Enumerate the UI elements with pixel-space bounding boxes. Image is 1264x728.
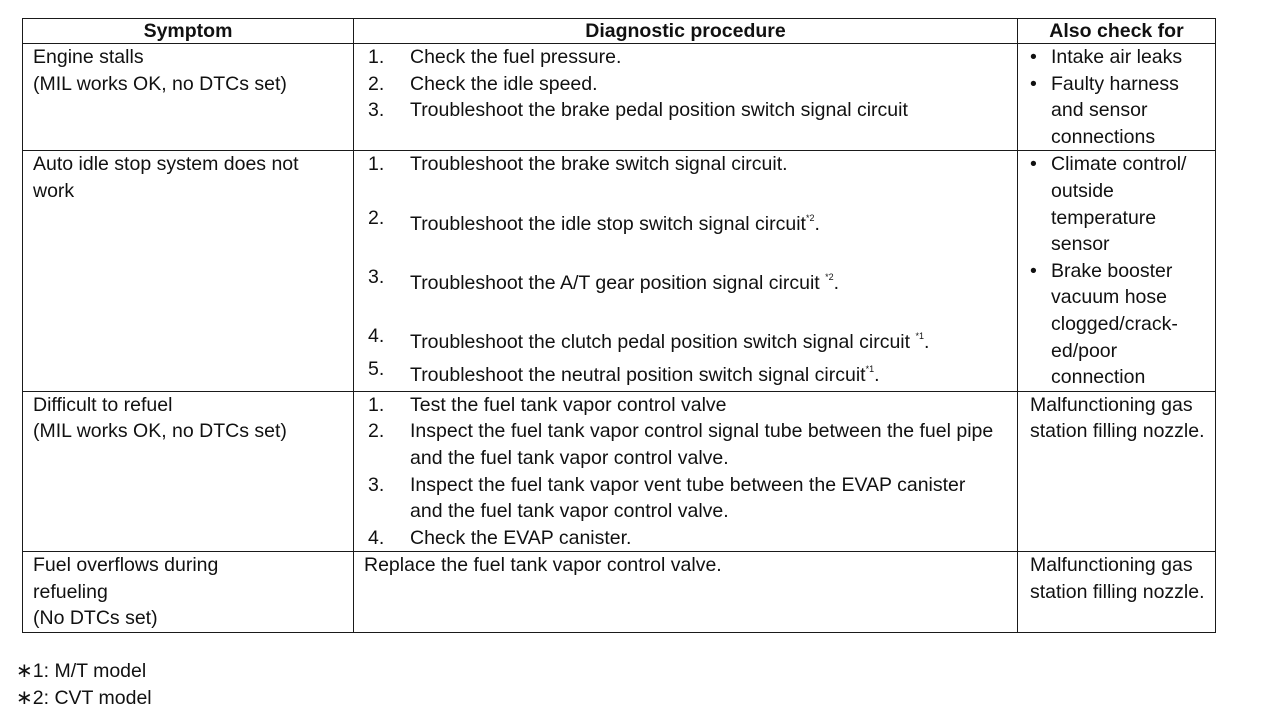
header-symptom: Symptom	[23, 19, 354, 44]
procedure-step	[368, 525, 1011, 552]
procedure-text: Replace the fuel tank vapor control valve.	[364, 554, 722, 577]
footnote	[16, 685, 152, 712]
symptom-text: Auto idle stop system does not work	[33, 153, 299, 202]
footnotes	[16, 658, 152, 711]
symptom-cell	[23, 391, 354, 552]
bullet-icon: •	[1030, 153, 1037, 176]
check-item	[1030, 151, 1211, 257]
step-text: Troubleshoot the A/T gear position signal circuit	[410, 271, 826, 294]
step-number: 3.	[368, 265, 385, 288]
check-item	[1030, 258, 1211, 391]
step-number: 3.	[368, 473, 385, 496]
step-text: Troubleshoot the clutch pedal position switch signal circuit	[410, 330, 916, 353]
step-end: .	[874, 363, 880, 386]
step-text: Check the fuel pressure.	[410, 46, 622, 68]
procedure-cell	[354, 151, 1018, 391]
bullet-icon: •	[1030, 72, 1037, 95]
table-row	[23, 151, 1216, 391]
asterisk-icon: ∗	[16, 686, 33, 709]
symptom-note: (MIL works OK, no DTCs set)	[33, 420, 287, 443]
procedure-step	[368, 392, 1011, 419]
footnote-ref: *1	[915, 330, 924, 341]
also-check-cell	[1018, 44, 1216, 151]
diagnostic-table	[22, 18, 1216, 633]
asterisk-icon: ∗	[16, 660, 33, 682]
bullet-icon: •	[1030, 46, 1037, 68]
step-text: Troubleshoot the idle stop switch signal circuit	[410, 212, 806, 235]
check-text: Climate control/ outside temperature sensor	[1051, 153, 1187, 256]
step-number: 2.	[368, 72, 385, 95]
symptom-cell	[23, 552, 354, 633]
also-check-cell	[1018, 391, 1216, 552]
procedure-cell	[354, 391, 1018, 552]
step-number: 4.	[368, 324, 385, 347]
procedure-cell	[354, 552, 1018, 633]
step-text: Test the fuel tank vapor control valve	[410, 393, 727, 416]
header-diagnostic-procedure: Diagnostic procedure	[354, 19, 1018, 44]
step-text: Troubleshoot the brake switch signal circuit.	[410, 153, 788, 176]
check-text: Brake booster vacuum hose clogged/crack-ed/poor connection	[1051, 259, 1178, 389]
procedure-step	[368, 205, 1011, 238]
procedure-cell	[354, 44, 1018, 151]
step-end: .	[923, 330, 930, 353]
check-text: Malfunctioning gas station filling nozzle.	[1030, 393, 1205, 443]
check-text: Intake air leaks	[1051, 46, 1183, 68]
header-row	[23, 19, 1216, 44]
procedure-step	[368, 151, 1011, 178]
symptom-cell	[23, 44, 354, 151]
table-row	[23, 44, 1216, 151]
symptom-text: Fuel overflows during refueling	[33, 554, 219, 603]
footnote-text: 1: M/T model	[32, 660, 147, 682]
footnote-text: 2: CVT model	[32, 686, 152, 709]
step-number: 4.	[368, 526, 385, 549]
procedure-step	[368, 97, 1011, 124]
step-end: .	[833, 271, 840, 294]
symptom-note: (MIL works OK, no DTCs set)	[33, 72, 287, 95]
step-text: Check the idle speed.	[410, 72, 598, 95]
procedure-step	[368, 323, 1011, 356]
step-number: 5.	[368, 357, 385, 380]
check-item	[1030, 71, 1211, 151]
table-row	[23, 391, 1216, 552]
step-number: 1.	[368, 393, 385, 416]
step-text: Troubleshoot the neutral position switch signal circuit	[410, 363, 866, 386]
bullet-icon: •	[1030, 259, 1037, 282]
symptom-cell	[23, 151, 354, 391]
header-also-check-for: Also check for	[1018, 19, 1216, 44]
step-text: Troubleshoot the brake pedal position switch signal circuit	[410, 99, 908, 122]
step-number: 1.	[368, 46, 385, 68]
step-number: 1.	[368, 153, 385, 176]
check-text: Malfunctioning gas station filling nozzle.	[1030, 554, 1205, 603]
symptom-text: Engine stalls	[33, 46, 144, 68]
check-list	[1030, 44, 1211, 150]
procedure-step	[368, 264, 1011, 297]
also-check-cell	[1018, 151, 1216, 391]
table-row	[23, 552, 1216, 633]
procedure-step	[368, 356, 1011, 389]
symptom-note: (No DTCs set)	[33, 607, 158, 630]
procedure-steps	[368, 151, 1011, 388]
check-item	[1030, 44, 1211, 71]
footnote-ref: *1	[865, 363, 875, 374]
procedure-step	[368, 472, 1011, 525]
check-list	[1030, 151, 1211, 390]
symptom-text: Difficult to refuel	[33, 393, 173, 416]
step-text: Inspect the fuel tank vapor vent tube between the EVAP canister and the fuel tank vapor control valve.	[410, 473, 966, 523]
check-text: Faulty harness and sensor connections	[1051, 72, 1179, 148]
step-number: 3.	[368, 99, 385, 122]
step-number: 2.	[368, 206, 385, 229]
procedure-steps	[368, 392, 1011, 552]
procedure-steps	[368, 44, 1011, 124]
footnote-ref: *2	[805, 212, 815, 223]
procedure-step	[368, 418, 1011, 471]
step-number: 2.	[368, 420, 385, 443]
procedure-step	[368, 71, 1011, 98]
footnote	[16, 658, 152, 685]
procedure-step	[368, 44, 1011, 71]
step-end: .	[814, 212, 820, 235]
also-check-cell	[1018, 552, 1216, 633]
footnote-ref: *2	[825, 271, 834, 282]
step-text: Inspect the fuel tank vapor control signal tube between the fuel pipe and the fuel tank vapor control valve.	[410, 420, 994, 469]
step-text: Check the EVAP canister.	[410, 526, 632, 549]
